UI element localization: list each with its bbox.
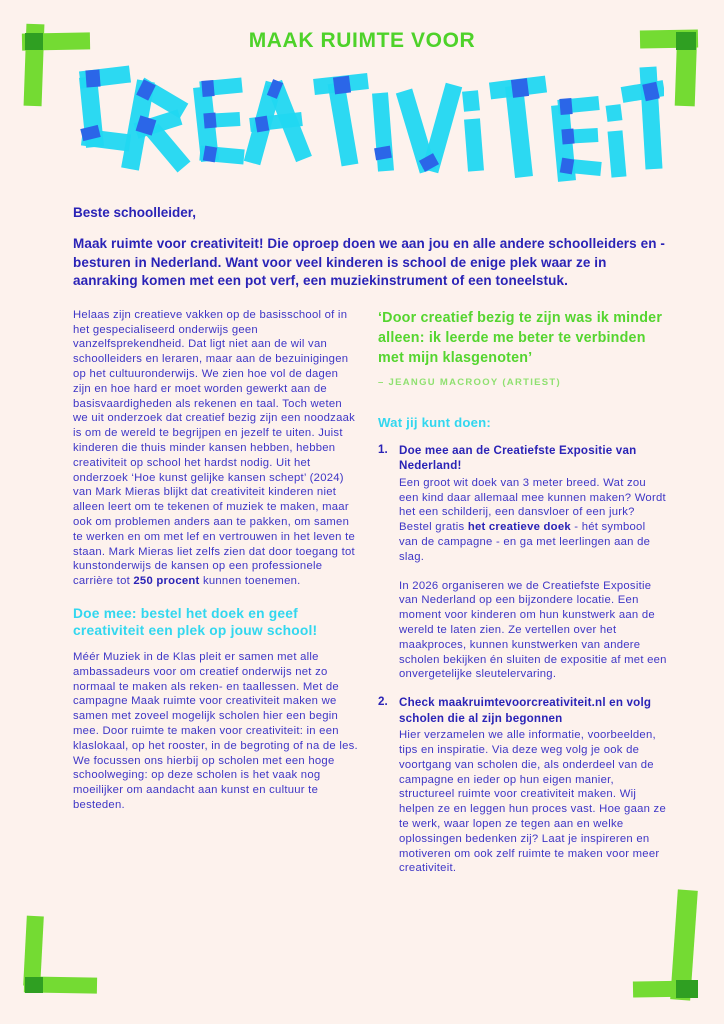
item-number: 2.: [378, 695, 388, 709]
item-title: Doe mee aan de Creatiefste Expositie van Nederland!: [399, 443, 637, 473]
title-tape-art: [64, 56, 664, 198]
item-paragraph: Een groot wit doek van 3 meter breed. Wat zou een kind daar allemaal mee kunnen maken? Wordt het een schilderij, een dansvloer of een jurk? Bestel gratis het creatieve doek - hét symbool van de campagne - en ga met leerlingen aan de slag.: [399, 476, 666, 563]
item-number: 1.: [378, 442, 388, 456]
quote-attribution: – JEANGU MACROOY (ARTIEST): [378, 376, 561, 388]
list-heading: Wat jij kunt doen:: [378, 414, 491, 430]
testimonial-quote: ‘Door creatief bezig te zijn was ik minder alleen: ik leerde me beter te verbinden met mijn klasgenoten’: [378, 309, 663, 366]
body-paragraph-1: Helaas zijn creatieve vakken op de basisschool of in het gespecialiseerd onderwijs geen vanzelfsprekendheid. Dat ligt niet aan de wil van schoolleiders en leraren, maar aan de bezuinigingen op het cultuuronderwijs. We zien hoe vol de dagen zijn en hoe hard er moet worden gewerkt aan de basisvaardigheden als rekenen en taal. Toch weten we uit onderzoek dat creatief bezig zijn een noodzaak is om de wereld te begrijpen en jezelf te uiten. Juist kinderen die thuis minder kansen hebben, hebben creativiteit op school het hardst nodig. Uit het onderzoek ‘Hoe kunst gelijke kansen schept’ (2024) van Mark Mieras blijkt dat creativiteit kinderen niet alleen leert om te tekenen of muziek te maken, maar ook om problemen anders aan te pakken, om samen te werken en om met lef en vertrouwen in het leven te staan. Mark Mieras liet zelfs zien dat door toegang tot kunstonderwijs de kansen op een professionele carrière tot 250 procent kunnen toenemen.: [73, 308, 356, 588]
list-item-2: [378, 695, 667, 876]
item-title: Check maakruimtevoorcreativiteit.nl en volg scholen die al zijn begonnen: [399, 696, 652, 725]
body-paragraph-2: Méér Muziek in de Klas pleit er samen met alle ambassadeurs voor om creatief onderwijs net zo normaal te maken als reken- en taallessen. Met de campagne Maak ruimte voor creativiteit maken we samen met zoveel mogelijk scholen hier een begin mee. Door ruimte te maken voor creativiteit: in een klaslokaal, op het rooster, in de begroting of na de les. We focussen ons hierbij op scholen met een hoge schoolweging: op deze scholen is het vaak nog moeilijker om aandacht aan kunst en cultuur te besteden.: [73, 650, 358, 811]
cta-subheading: Doe mee: bestel het doek en geef creativiteit een plek op jouw school!: [73, 605, 318, 639]
item-paragraph: In 2026 organiseren we de Creatiefste Expositie van Nederland op een bijzondere locatie. Een moment voor kinderen om hun kunstwerk aan de wereld te laten zien. Ze vertellen over het maakproces, kunnen kunstwerken van andere scholen bekijken én sluiten de expositie af met een onvergetelijke sleutelervaring.: [399, 579, 667, 681]
left-column: [73, 308, 358, 876]
lead-paragraph: Maak ruimte voor creativiteit! Die oproep doen we aan jou en alle andere schoolleiders en -besturen in Nederland. Want voor veel kinderen is school de enige plek waar ze in aanraking komen met een pot verf, een muziekinstrument of een toneelstuk.: [73, 236, 666, 289]
list-item-1: [378, 443, 667, 682]
flyer-content: [73, 205, 667, 876]
item-paragraph: Hier verzamelen we alle informatie, voorbeelden, tips en inspiratie. Via deze weg volg je ook de voortgang van scholen die, als onderdeel van de campagne en ieder op hun eigen manier, structureel ruimte voor creativiteit maken. Wij helpen ze en leggen hun proces vast. Hoe gaan ze te werk, waar lopen ze tegen aan en welke oplossingen bedenken zij? Laat je inspireren en motiveren om ook zelf ruimte te maken voor meer creativiteit.: [399, 729, 666, 875]
campaign-kicker: MAAK RUIMTE VOOR: [248, 29, 476, 52]
right-column: [378, 308, 667, 876]
salutation: Beste schoolleider,: [73, 205, 197, 220]
